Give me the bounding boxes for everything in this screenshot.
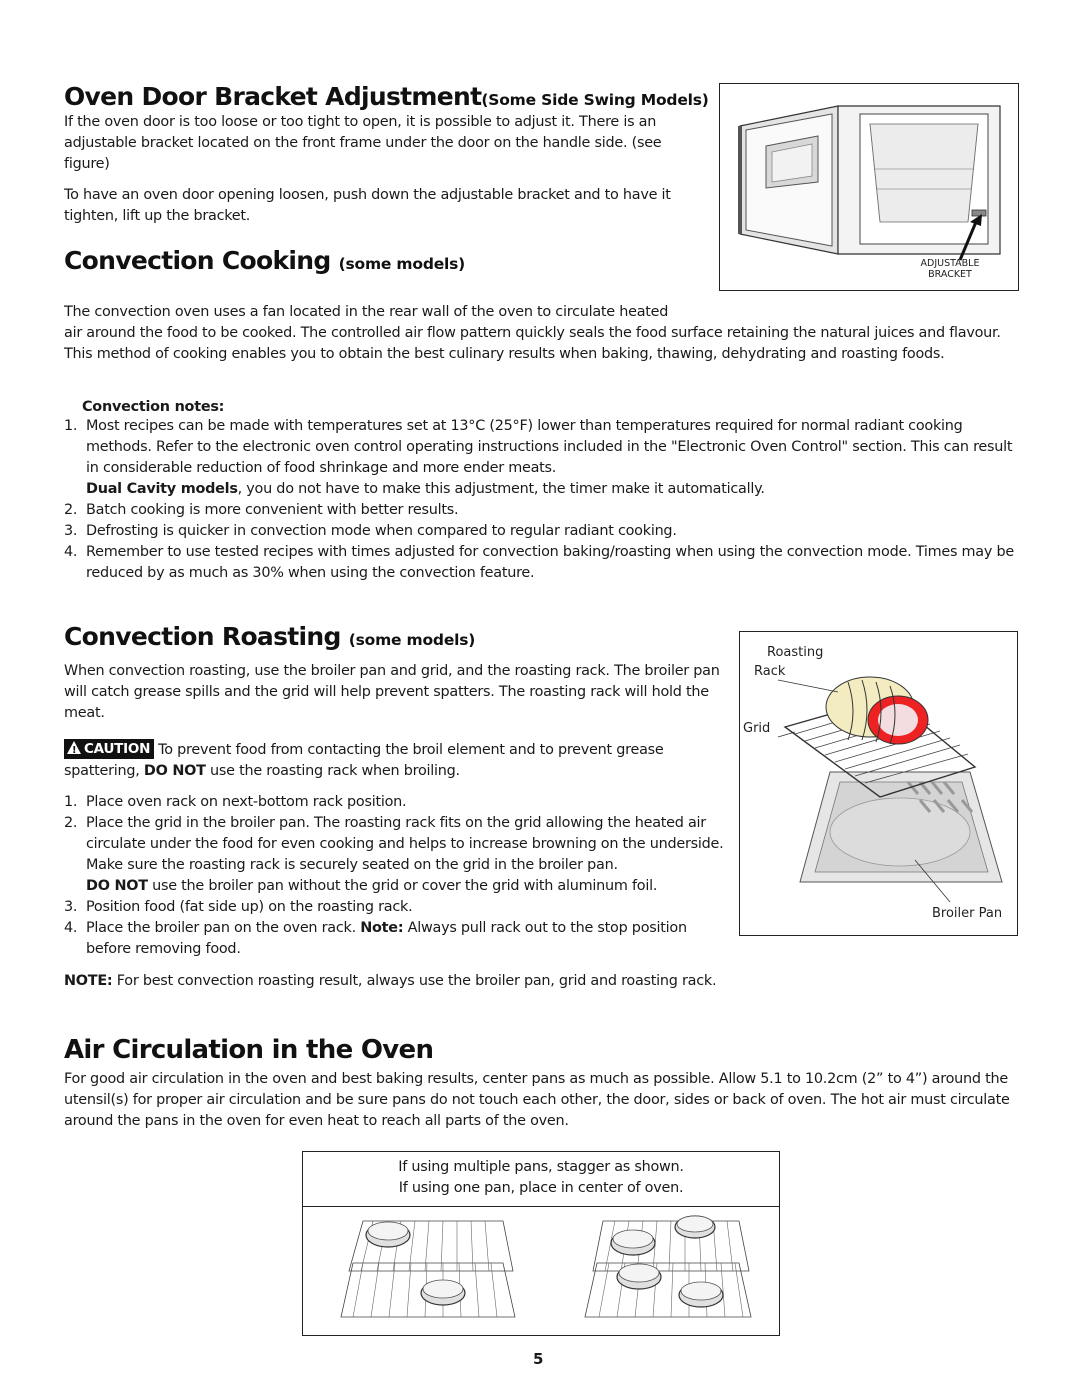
convection-cooking-paragraph-line1: The convection oven uses a fan located in the rear wall of the oven to circulate heated xyxy=(64,304,669,320)
caution-badge: !CAUTION xyxy=(64,739,154,759)
warning-icon xyxy=(67,741,81,754)
list-item: 4. Place the broiler pan on the oven rack. Note: Always pull rack out to the stop position before removing food. xyxy=(64,920,687,957)
list-item: 2. Place the grid in the broiler pan. The roasting rack fits on the grid allowing the heated air circulate under the food for even cooking and helps to increase browning on the underside. Make sure the roasting rack is securely seated on the grid in the broiler pan. DO NOT use the broiler pan without the grid or cover the grid with aluminum foil. xyxy=(64,815,724,894)
list-item: 1. Most recipes can be made with temperatures set at 13°C (25°F) lower than temperatures required for normal radiant cooking methods. Refer to the electronic oven control operating instructions included in the "Electronic Oven Control" section. This can result in considerable reduction of food shrinkage and more ender meats. Dual Cavity models, you do not have to make this adjustment, the timer make it automatically. xyxy=(64,418,1013,497)
list-item: 3. Position food (fat side up) on the roasting rack. xyxy=(64,899,413,915)
broiler-pan-label: Broiler Pan xyxy=(932,906,1003,921)
convection-cooking-paragraph: air around the food to be cooked. The controlled air flow pattern quickly seals the food surface retaining the natural juices and flavour. This method of cooking enables you to obtain the best culinary results when baking, thawing, dehydrating and roasting foods. xyxy=(64,325,1001,362)
section-title-convection-roasting: Convection Roasting (some models) xyxy=(64,622,476,651)
rack-label: Rack xyxy=(754,664,786,679)
convection-notes-heading: Convection notes: xyxy=(82,399,225,415)
roasting-figure xyxy=(739,631,1018,936)
section-title-door-bracket: Oven Door Bracket Adjustment(Some Side Swing Models) xyxy=(64,82,709,111)
pan-figure-caption-line2: If using one pan, place in center of oven. xyxy=(398,1180,684,1196)
section-title-convection-cooking: Convection Cooking (some models) xyxy=(64,246,466,275)
caution-notice: !CAUTION To prevent food from contacting the broil element and to prevent grease spattering, DO NOT use the roasting rack when broiling. xyxy=(64,739,726,782)
pan-figure-caption-line1: If using multiple pans, stagger as shown. xyxy=(398,1159,684,1175)
list-item: 2. Batch cooking is more convenient with better results. xyxy=(64,502,459,518)
section-title-air-circulation: Air Circulation in the Oven xyxy=(64,1035,434,1065)
list-item: 1. Place oven rack on next-bottom rack position. xyxy=(64,794,407,810)
pan-placement-figure xyxy=(302,1151,780,1336)
convection-notes-list xyxy=(64,416,1024,584)
list-item: 4. Remember to use tested recipes with times adjusted for convection baking/roasting when using the convection mode. Times may be reduced by as much as 30% when using the convection feature. xyxy=(64,544,1014,581)
door-bracket-paragraph-2: To have an oven door opening loosen, push down the adjustable bracket and to have it tighten, lift up the bracket. xyxy=(64,187,671,224)
roasting-label: Roasting xyxy=(767,645,824,660)
oven-racks-illustration xyxy=(303,1207,779,1334)
grid-label: Grid xyxy=(743,721,771,736)
page-number: 5 xyxy=(533,1350,544,1368)
adjustable-bracket-label: ADJUSTABLE BRACKET xyxy=(920,258,980,280)
list-item: 3. Defrosting is quicker in convection mode when compared to regular radiant cooking. xyxy=(64,523,677,539)
air-circulation-paragraph: For good air circulation in the oven and best baking results, center pans as much as possible. Allow 5.1 to 10.2cm (2” to 4”) around the utensil(s) for proper air circulation and be sure pans do not touch each other, the door, sides or back of oven. The hot air must circulate around the pans in the oven for even heat to reach all parts of the oven. xyxy=(64,1071,1010,1129)
oven-door-figure xyxy=(719,83,1019,291)
convection-roasting-paragraph: When convection roasting, use the broiler pan and grid, and the roasting rack. The broiler pan will catch grease spills and the grid will help prevent spatters. The roasting rack will hold the meat. xyxy=(64,663,720,721)
door-bracket-paragraph-1: If the oven door is too loose or too tight to open, it is possible to adjust it. There is an adjustable bracket located on the front frame under the door on the handle side. (see figure) xyxy=(64,114,662,172)
roasting-note: NOTE: For best convection roasting result, always use the broiler pan, grid and roasting rack. xyxy=(64,973,717,989)
roasting-steps-list xyxy=(64,792,726,960)
